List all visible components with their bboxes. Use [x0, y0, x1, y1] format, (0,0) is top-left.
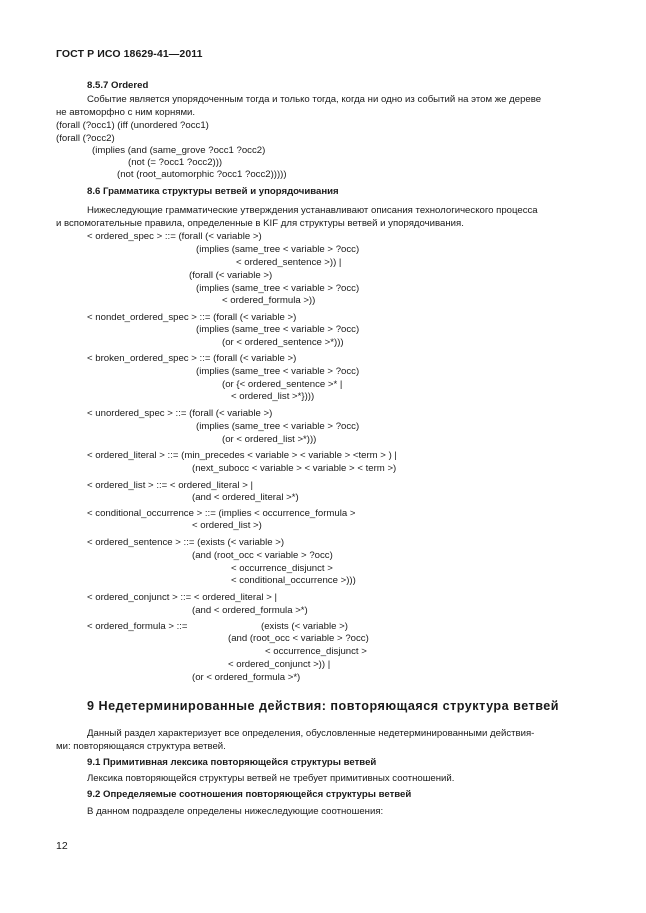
grammar-line: < occurrence_disjunct >	[231, 563, 333, 574]
grammar-line: (implies (same_tree < variable > ?occ)	[196, 324, 360, 335]
grammar-line: < occurrence_disjunct >	[265, 646, 367, 657]
paragraph-line: Событие является упорядоченным тогда и только тогда, когда ни одно из событий на этом же дереве	[87, 94, 542, 105]
section-9-title: 9 Недетерминированные действия: повторяющаяся структура ветвей	[87, 699, 560, 713]
grammar-line: < ordered_conjunct >)) |	[228, 659, 331, 670]
paragraph-line: Данный раздел характеризует все определения, обусловленные недетерминированными действия-	[87, 728, 535, 739]
grammar-line: < ordered_formula > ::=	[87, 621, 188, 632]
grammar-line: < broken_ordered_spec > ::= (forall (< variable >)	[87, 353, 297, 364]
code-line: (not (root_automorphic ?occ1 ?occ2)))))	[117, 169, 287, 180]
grammar-line: (implies (same_tree < variable > ?occ)	[196, 366, 360, 377]
document-header: ГОСТ Р ИСО 18629-41—2011	[56, 48, 203, 60]
code-line: (forall (?occ1) (iff (unordered ?occ1)	[56, 120, 209, 131]
grammar-line: < ordered_sentence >)) |	[236, 257, 342, 268]
paragraph-line: Нижеследующие грамматические утверждения устанавливают описания технологического процесса	[87, 205, 538, 216]
grammar-line: (forall (< variable >)	[189, 270, 273, 281]
code-line: (not (= ?occ1 ?occ2)))	[128, 157, 223, 168]
grammar-line: (implies (same_tree < variable > ?occ)	[196, 421, 360, 432]
grammar-line: (exists (< variable >)	[261, 621, 348, 632]
grammar-line: < conditional_occurrence >)))	[231, 575, 356, 586]
grammar-line: < ordered_list > ::= < ordered_literal > |	[87, 480, 253, 491]
code-line: (implies (and (same_grove ?occ1 ?occ2)	[92, 145, 266, 156]
grammar-line: < ordered_sentence > ::= (exists (< variable >)	[87, 537, 285, 548]
grammar-line: < unordered_spec > ::= (forall (< variable >)	[87, 408, 273, 419]
code-line: (forall (?occ2)	[56, 133, 115, 144]
grammar-line: (implies (same_tree < variable > ?occ)	[196, 283, 360, 294]
grammar-line: < nondet_ordered_spec > ::= (forall (< variable >)	[87, 312, 297, 323]
grammar-line: (or < ordered_list >*)))	[222, 434, 317, 445]
subsection-heading-8-5-7: 8.5.7 Ordered	[87, 80, 149, 91]
grammar-line: (or {< ordered_sentence >* |	[222, 379, 343, 390]
grammar-line: (or < ordered_sentence >*)))	[222, 337, 344, 348]
paragraph-line: Лексика повторяющейся структуры ветвей не требует примитивных соотношений.	[87, 773, 455, 784]
grammar-line: (implies (same_tree < variable > ?occ)	[196, 244, 360, 255]
grammar-line: < ordered_formula >))	[222, 295, 316, 306]
grammar-line: (and (root_occ < variable > ?occ)	[192, 550, 333, 561]
grammar-line: (next_subocc < variable > < variable > < term >)	[192, 463, 397, 474]
subsection-heading-8-6: 8.6 Грамматика структуры ветвей и упорядочивания	[87, 186, 339, 197]
grammar-line: < ordered_list >*})))	[231, 391, 315, 402]
grammar-line: (or < ordered_formula >*)	[192, 672, 301, 683]
grammar-line: < ordered_spec > ::= (forall (< variable >)	[87, 231, 262, 242]
grammar-line: < ordered_conjunct > ::= < ordered_literal > |	[87, 592, 277, 603]
paragraph-line: В данном подразделе определены нижеследующие соотношения:	[87, 806, 384, 817]
grammar-line: (and < ordered_formula >*)	[192, 605, 308, 616]
subsection-heading-9-1: 9.1 Примитивная лексика повторяющейся структуры ветвей	[87, 757, 377, 768]
grammar-line: < conditional_occurrence > ::= (implies < occurrence_formula >	[87, 508, 356, 519]
paragraph-line: не автоморфно с ним корнями.	[56, 107, 196, 118]
grammar-line: (and < ordered_literal >*)	[192, 492, 299, 503]
page-number: 12	[56, 840, 68, 852]
grammar-line: (and (root_occ < variable > ?occ)	[228, 633, 369, 644]
grammar-line: < ordered_list >)	[192, 520, 262, 531]
paragraph-line: и вспомогательные правила, определенные в KIF для структуры ветвей и упорядочивания.	[56, 218, 464, 229]
paragraph-line: ми: повторяющаяся структура ветвей.	[56, 741, 226, 752]
grammar-line: < ordered_literal > ::= (min_precedes < variable > < variable > <term > ) |	[87, 450, 397, 461]
subsection-heading-9-2: 9.2 Определяемые соотношения повторяющейся структуры ветвей	[87, 789, 412, 800]
